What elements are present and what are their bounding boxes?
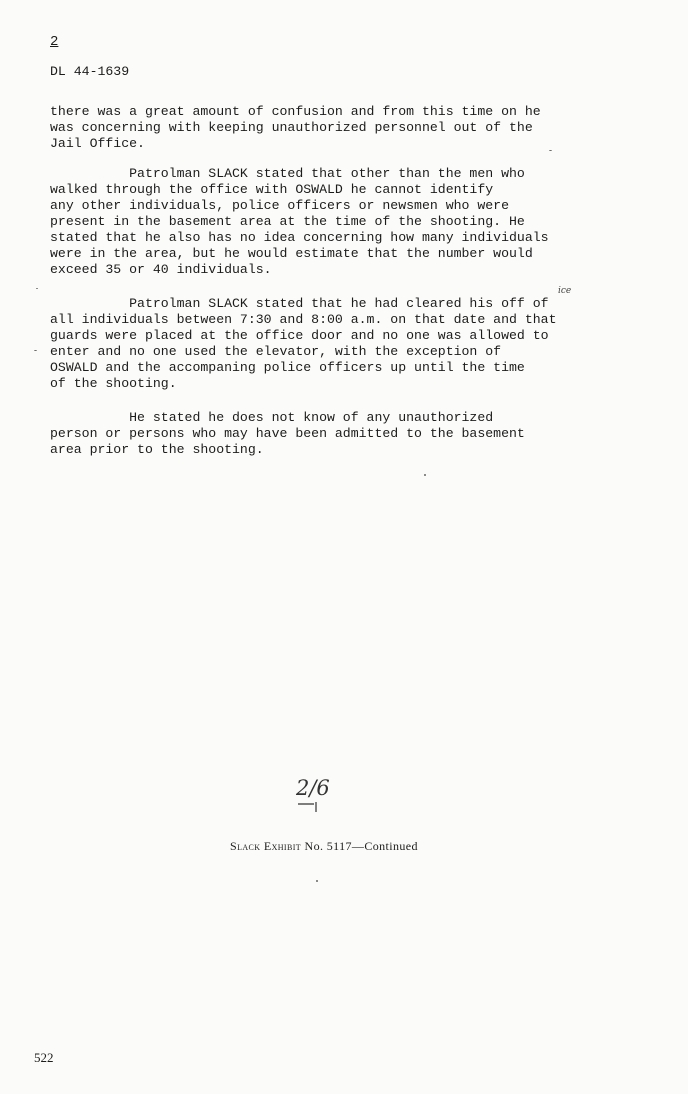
body-line: He stated he does not know of any unauthorized <box>50 410 494 425</box>
caption-prefix: Slack Exhibit <box>230 839 302 853</box>
handwritten-insert: ice <box>558 286 572 296</box>
body-line: exceed 35 or 40 individuals. <box>50 262 272 277</box>
body-line: OSWALD and the accompaning police officers up until the time <box>50 360 525 375</box>
body-line: were in the area, but he would estimate that the number would <box>50 246 533 261</box>
body-line: all individuals between 7:30 and 8:00 a.m. on that date and that <box>50 312 557 327</box>
handwritten-tick-mark <box>296 800 326 814</box>
caption-number: No. 5117 <box>304 839 352 853</box>
body-line: was concerning with keeping unauthorized personnel out of the <box>50 120 533 135</box>
body-line: present in the basement area at the time of the shooting. He <box>50 214 525 229</box>
file-number: DL 44-1639 <box>50 64 130 79</box>
body-line: there was a great amount of confusion and from this time on he <box>50 104 541 119</box>
body-line: walked through the office with OSWALD he cannot identify <box>50 182 494 197</box>
body-line: of the shooting. <box>50 376 177 391</box>
body-line: area prior to the shooting. <box>50 442 264 457</box>
body-line: person or persons who may have been admitted to the basement <box>50 426 525 441</box>
scan-speck <box>316 880 318 882</box>
body-line: Patrolman SLACK stated that he had cleared his off of <box>50 296 549 311</box>
body-line: any other individuals, police officers or newsmen who were <box>50 198 509 213</box>
exhibit-caption <box>230 839 418 854</box>
page-number: 2 <box>50 34 59 50</box>
body-line: Jail Office. <box>50 136 145 151</box>
scan-speck <box>549 150 552 151</box>
body-line: Patrolman SLACK stated that other than the men who <box>50 166 525 181</box>
scan-speck <box>34 350 37 351</box>
folio-number: 522 <box>34 1050 54 1065</box>
scan-speck <box>36 288 38 289</box>
handwritten-number: 2/6 <box>296 776 330 800</box>
body-line: stated that he also has no idea concerning how many individuals <box>50 230 549 245</box>
body-line: enter and no one used the elevator, with the exception of <box>50 344 502 359</box>
body-line: guards were placed at the office door and no one was allowed to <box>50 328 549 343</box>
caption-suffix: —Continued <box>351 839 418 853</box>
scan-speck <box>424 474 426 476</box>
